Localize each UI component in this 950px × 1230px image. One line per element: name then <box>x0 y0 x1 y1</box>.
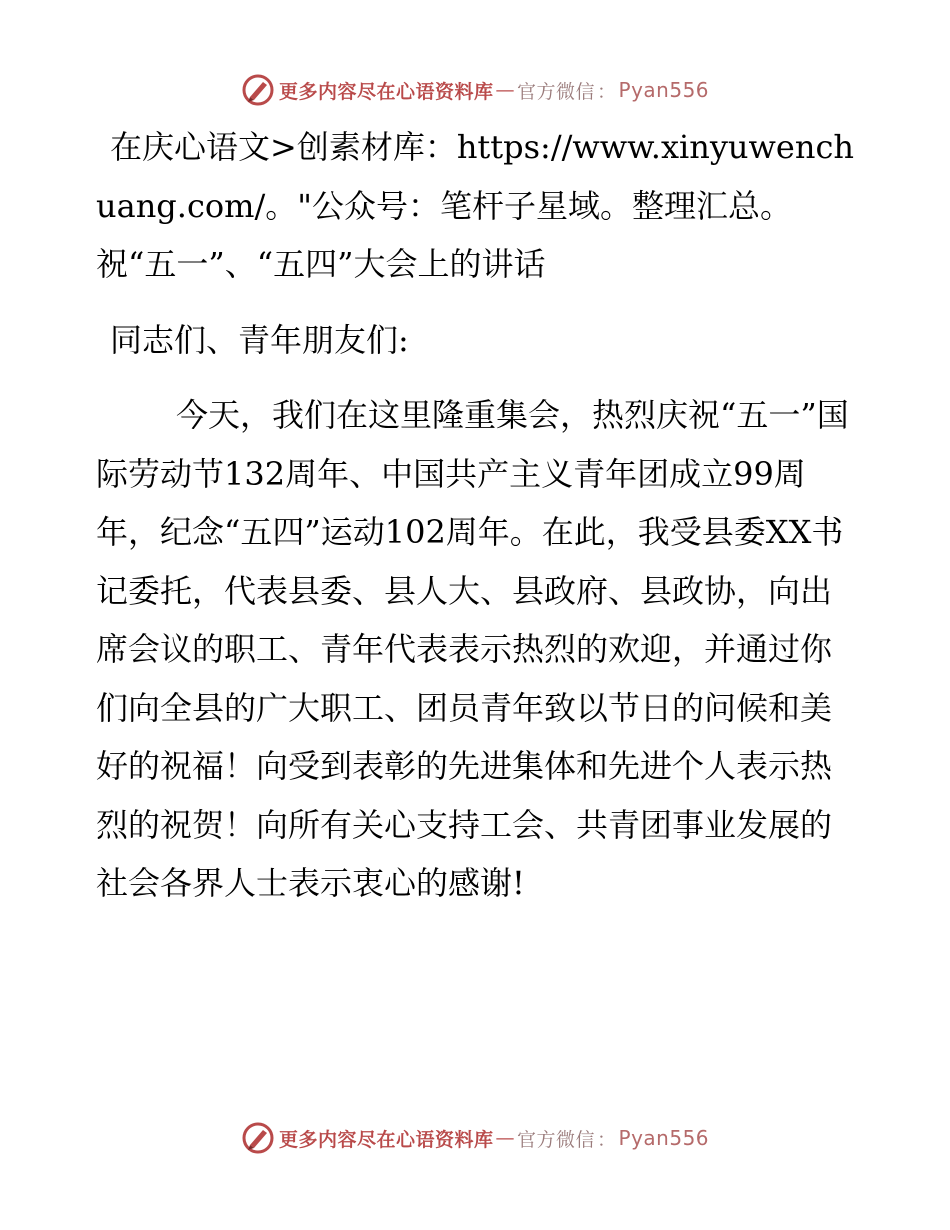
header-banner <box>0 68 950 112</box>
banner-wechat-handle: Pyan556 <box>618 78 710 102</box>
banner-dash: — <box>495 79 515 101</box>
banner-colon: ： <box>597 80 617 103</box>
brand-logo-icon <box>241 73 275 107</box>
brand-logo-icon <box>241 1121 275 1155</box>
greeting-line: 同志们、青年朋友们: <box>110 320 409 359</box>
document-body <box>96 118 856 913</box>
banner-dash: — <box>495 1127 515 1149</box>
banner-official-label: 官方微信 <box>516 1128 595 1151</box>
banner-slogan: 更多内容尽在心语资料库 <box>278 1128 494 1151</box>
banner-colon: ： <box>597 1128 617 1151</box>
intro-paragraph: 在庆心语文>创素材库：https://www.xinyuwenchuang.com/。"公众号：笔杆子星域。整理汇总。祝“五一”、“五四”大会上的讲话 <box>96 128 854 283</box>
speech-paragraph: 今天，我们在这里隆重集会，热烈庆祝“五一”国际劳动节132周年、中国共产主义青年团成立99周年，纪念“五四”运动102周年。在此，我受县委XX书记委托，代表县委、县人大、县政府、县政协，向出席会议的职工、青年代表表示热烈的欢迎，并通过你们向全县的广大职工、团员青年致以节日的问候和美好的祝福！向受到表彰的先进集体和先进个人表示热烈的祝贺！向所有关心支持工会、共青团事业发展的社会各界人士表示衷心的感谢! <box>96 396 849 902</box>
banner-slogan: 更多内容尽在心语资料库 <box>278 80 494 103</box>
footer-banner <box>0 1116 950 1160</box>
banner-wechat-handle: Pyan556 <box>618 1126 710 1150</box>
banner-official-label: 官方微信 <box>516 80 595 103</box>
